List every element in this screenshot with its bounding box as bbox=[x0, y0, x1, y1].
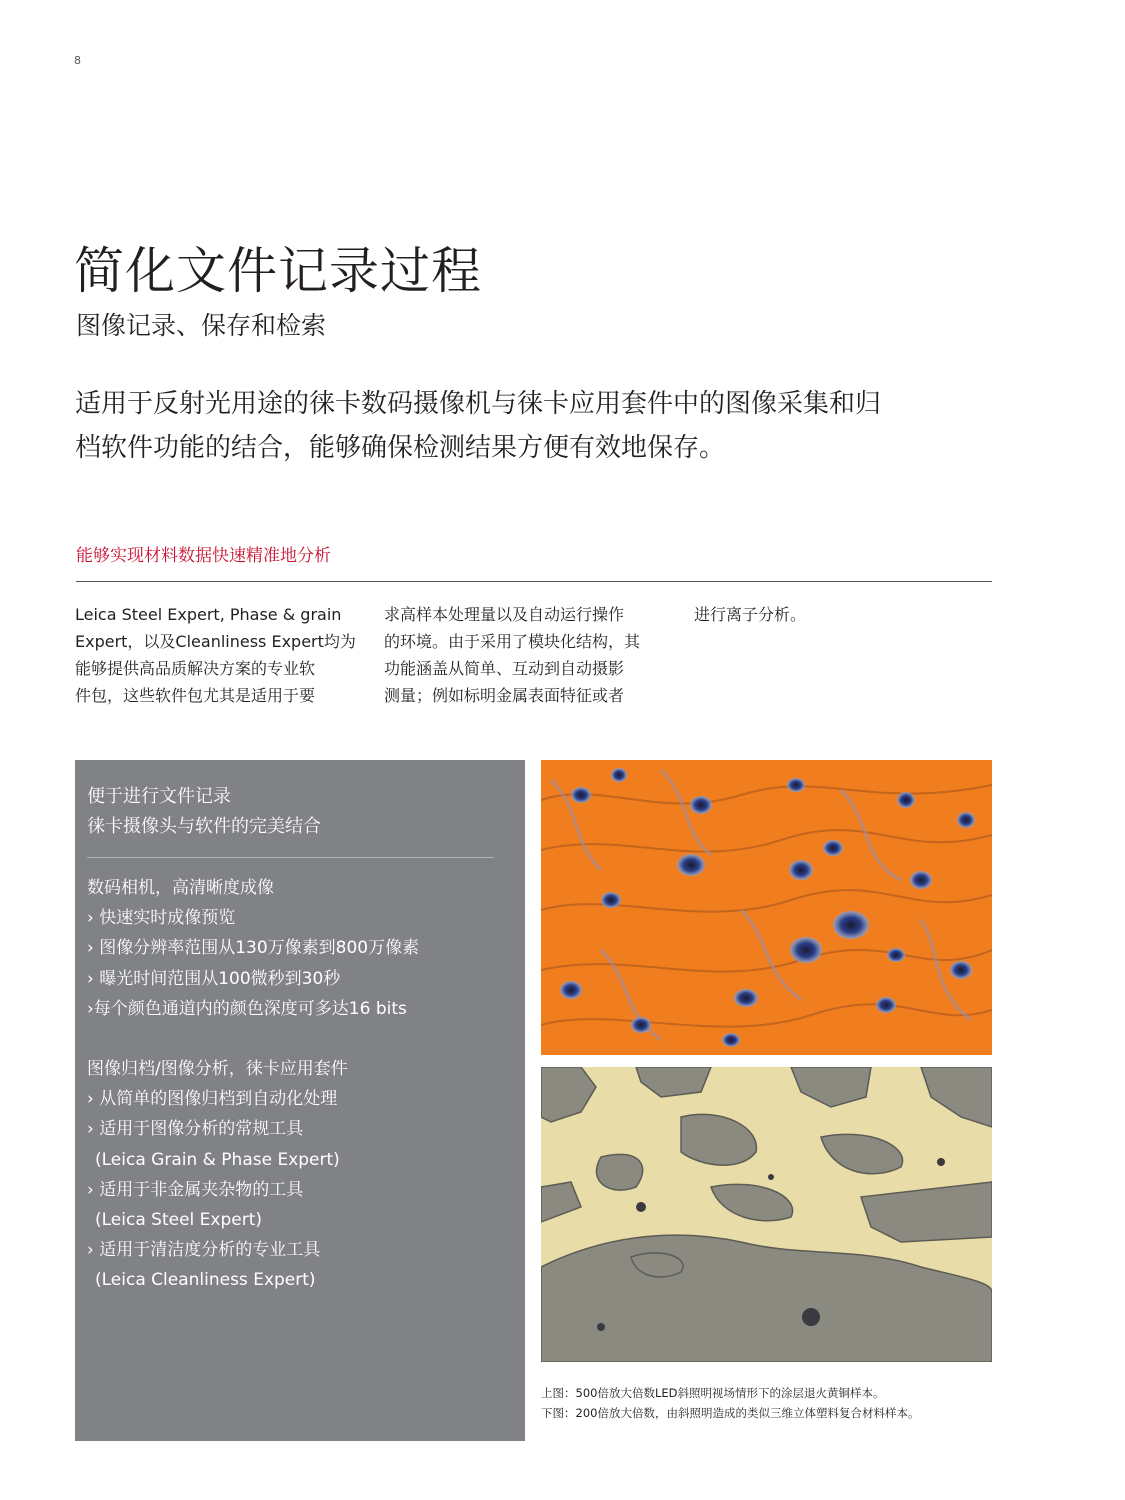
camera-features bbox=[87, 873, 517, 1024]
feature-item-product: (Leica Cleanliness Expert) bbox=[95, 1270, 316, 1291]
body-column-1 bbox=[75, 601, 375, 709]
feature-box-heading-line: 便于进行文件记录 bbox=[87, 786, 231, 807]
body-line: Expert，以及Cleanliness Expert均为 bbox=[75, 632, 356, 651]
page-subtitle: 图像记录、保存和检索 bbox=[76, 311, 327, 340]
feature-item-product: (Leica Grain & Phase Expert) bbox=[95, 1149, 340, 1170]
camera-features-title: 数码相机，高清晰度成像 bbox=[87, 878, 274, 898]
software-features-title: 图像归档/图像分析，徕卡应用套件 bbox=[87, 1059, 348, 1079]
feature-box bbox=[75, 760, 525, 1441]
software-features bbox=[87, 1054, 517, 1296]
body-line: 测量；例如标明金属表面特征或者 bbox=[384, 686, 625, 705]
body-line: Leica Steel Expert, Phase & grain bbox=[75, 605, 342, 624]
section-heading: 能够实现材料数据快速精准地分析 bbox=[76, 546, 331, 566]
body-column-2 bbox=[384, 601, 684, 709]
feature-box-heading-line: 徕卡摄像头与软件的完美结合 bbox=[87, 816, 321, 837]
body-line: 求高样本处理量以及自动运行操作 bbox=[384, 605, 625, 624]
body-column-3 bbox=[694, 601, 994, 628]
section-divider bbox=[76, 581, 992, 582]
body-line: 的环境。由于采用了模块化结构，其 bbox=[384, 632, 641, 651]
feature-box-divider bbox=[87, 857, 494, 858]
feature-item: › 适用于清洁度分析的专业工具 bbox=[87, 1240, 321, 1261]
body-line: 能够提供高品质解决方案的专业软 bbox=[75, 659, 316, 678]
caption-bottom: 下图：200倍放大倍数，由斜照明造成的类似三维立体塑料复合材料样本。 bbox=[541, 1406, 920, 1420]
page-title: 简化文件记录过程 bbox=[74, 242, 482, 300]
feature-item: › 适用于非金属夹杂物的工具 bbox=[87, 1179, 304, 1200]
feature-box-heading bbox=[87, 782, 321, 842]
body-line: 进行离子分析。 bbox=[694, 605, 807, 624]
feature-item: › 适用于图像分析的常规工具 bbox=[87, 1119, 304, 1140]
feature-item-product: (Leica Steel Expert) bbox=[95, 1210, 262, 1231]
feature-item: › 从简单的图像归档到自动化处理 bbox=[87, 1089, 338, 1110]
caption-top: 上图：500倍放大倍数LED斜照明视场情形下的涂层退火黄铜样本。 bbox=[541, 1386, 885, 1400]
body-line: 件包，这些软件包尤其是适用于要 bbox=[75, 686, 316, 705]
page-number: 8 bbox=[74, 54, 81, 67]
lead-line: 适用于反射光用途的徕卡数码摄像机与徕卡应用套件中的图像采集和归 bbox=[75, 389, 882, 419]
body-line: 功能涵盖从简单、互动到自动摄影 bbox=[384, 659, 625, 678]
feature-item: › 曝光时间范围从100微秒到30秒 bbox=[87, 968, 341, 989]
feature-item: ›每个颜色通道内的颜色深度可多达16 bits bbox=[87, 998, 407, 1019]
photo-captions bbox=[541, 1383, 919, 1423]
feature-item: › 图像分辨率范围从130万像素到800万像素 bbox=[87, 938, 420, 959]
lead-line: 档软件功能的结合，能够确保检测结果方便有效地保存。 bbox=[75, 433, 726, 463]
lead-paragraph bbox=[75, 382, 1005, 470]
brass-sample-micrograph bbox=[541, 760, 992, 1055]
composite-sample-micrograph bbox=[541, 1067, 992, 1362]
feature-item: › 快速实时成像预览 bbox=[87, 908, 236, 929]
